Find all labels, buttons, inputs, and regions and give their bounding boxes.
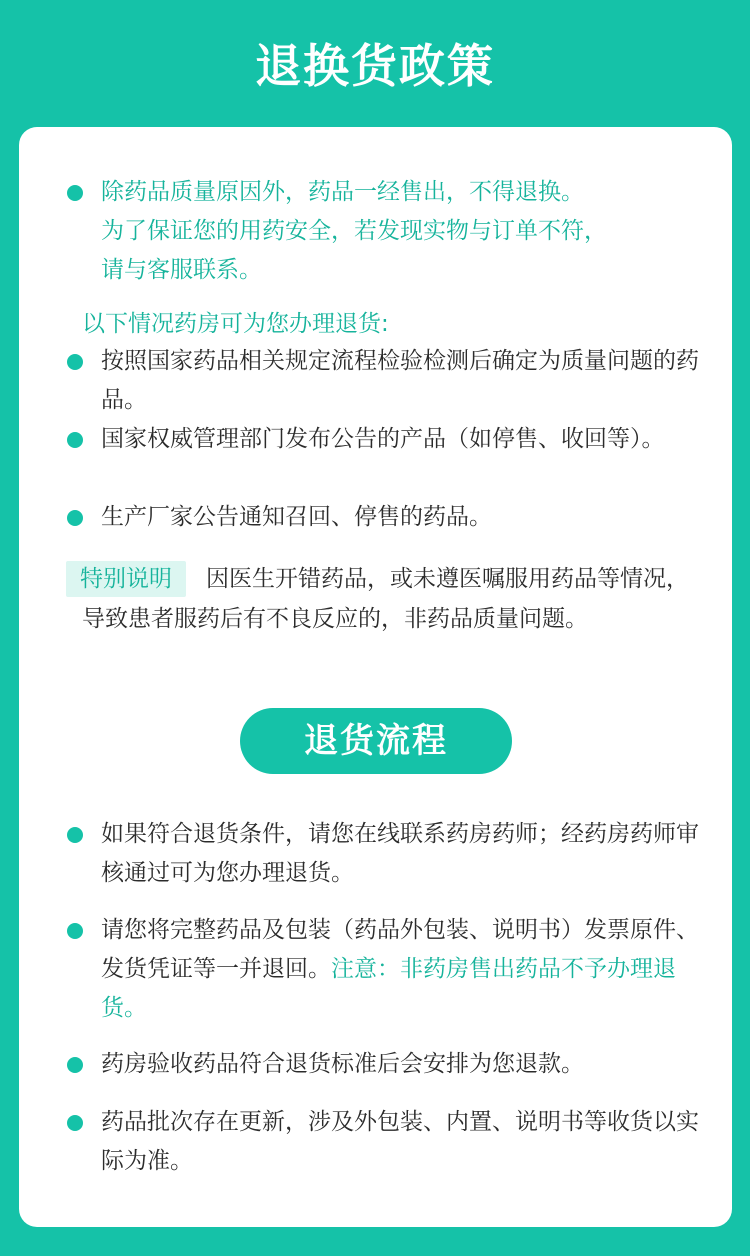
condition-item: 生产厂家公告通知召回、停售的药品。 [67, 498, 709, 537]
process-title-badge: 退货流程 [240, 708, 512, 774]
process-step: 如果符合退货条件，请您在线联系药房药师；经药房药师审核通过可为您办理退货。 [67, 815, 709, 893]
policy-intro [67, 173, 709, 290]
policy-intro-line: 为了保证您的用药安全，若发现实物与订单不符， [101, 218, 607, 244]
process-step-text: 请您将完整药品及包装（药品外包装、说明书）发票原件、发货凭证等一并退回。 [101, 917, 699, 982]
process-step-warning: 注意：非药房售出药品不予办理退货。 [101, 956, 676, 1021]
special-note [82, 559, 690, 639]
condition-item: 国家权威管理部门发布公告的产品（如停售、收回等）。 [67, 420, 709, 459]
special-note-badge: 特别说明 [66, 561, 186, 597]
policy-card [19, 127, 732, 1227]
special-note-text: 因医生开错药品，或未遵医嘱服用药品等情况，导致患者服药后有不良反应的，非药品质量问题。 [82, 566, 689, 632]
policy-intro-line: 除药品质量原因外，药品一经售出，不得退换。 [101, 179, 584, 205]
condition-item: 按照国家药品相关规定流程检验检测后确定为质量问题的药品。 [67, 342, 709, 420]
conditions-subheading: 以下情况药房可为您办理退货: [82, 311, 389, 337]
process-step: 药房验收药品符合退货标准后会安排为您退款。 [67, 1045, 709, 1084]
process-step [67, 911, 709, 1028]
page-title: 退换货政策 [255, 39, 495, 93]
policy-intro-line: 请与客服联系。 [101, 257, 262, 283]
process-step: 药品批次存在更新，涉及外包装、内置、说明书等收货以实际为准。 [67, 1103, 709, 1181]
